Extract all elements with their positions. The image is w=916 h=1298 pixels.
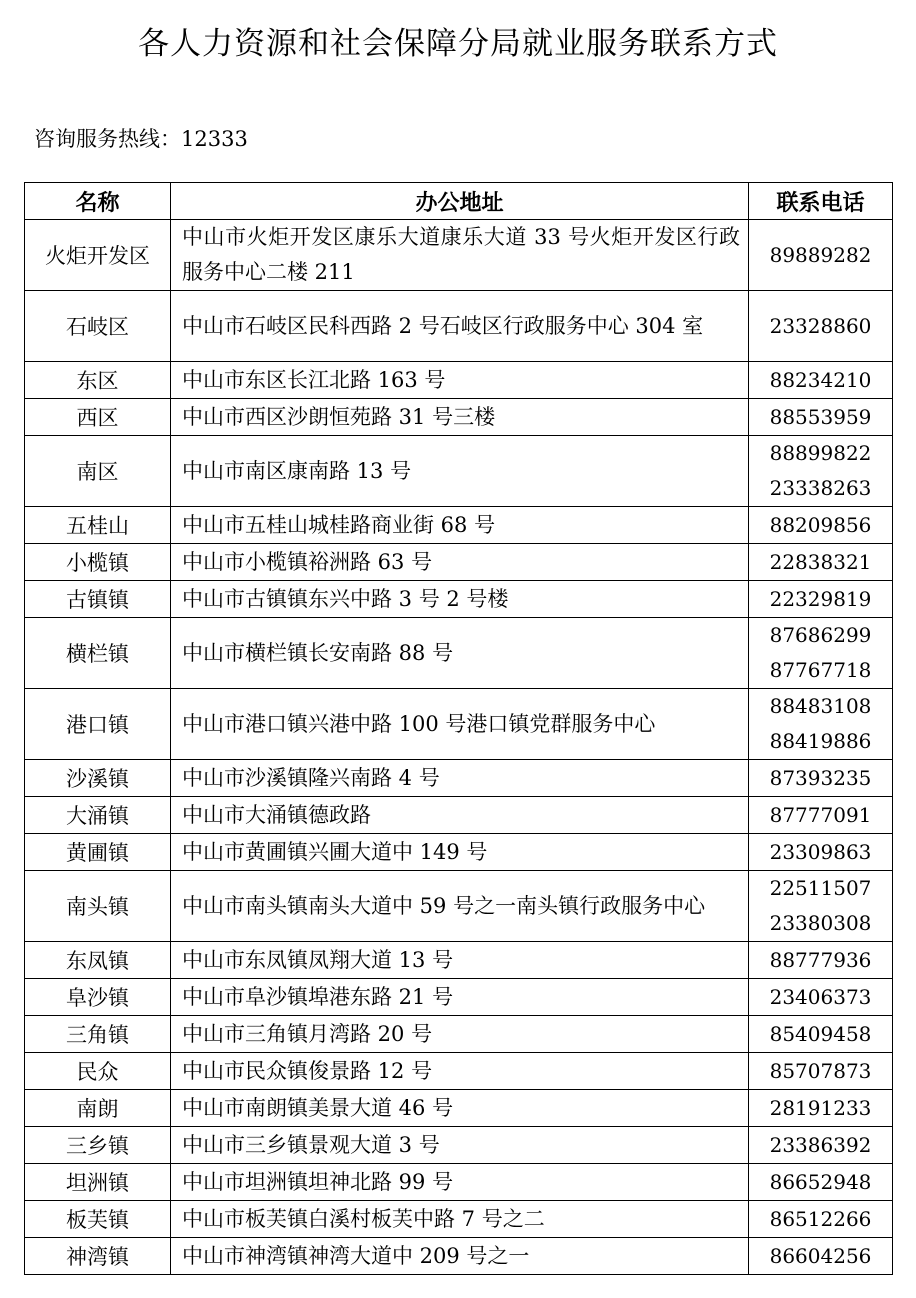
office-address-cell: 中山市板芙镇白溪村板芙中路 7 号之二 xyxy=(171,1201,749,1238)
phone-number: 87767718 xyxy=(769,658,872,682)
table-row xyxy=(25,834,893,871)
phone-number: 88483108 xyxy=(769,694,872,718)
header-address: 办公地址 xyxy=(171,183,749,220)
table-row xyxy=(25,436,893,507)
office-phone-cell xyxy=(749,507,893,544)
office-name-cell: 三角镇 xyxy=(25,1016,171,1053)
table-row xyxy=(25,1016,893,1053)
hotline-text: 咨询服务热线：12333 xyxy=(34,127,248,151)
phone-number: 88209856 xyxy=(769,512,872,537)
office-address-cell: 中山市南朗镇美景大道 46 号 xyxy=(171,1090,749,1127)
office-phone-cell xyxy=(749,1238,893,1275)
office-name-cell: 坦洲镇 xyxy=(25,1164,171,1201)
table-row xyxy=(25,291,893,362)
office-name-cell: 小榄镇 xyxy=(25,544,171,581)
office-phone-cell xyxy=(749,689,893,760)
phone-number: 23328860 xyxy=(769,313,872,338)
phone-number: 23338263 xyxy=(769,476,872,500)
phone-number: 89889282 xyxy=(769,242,872,267)
phone-number: 87777091 xyxy=(769,802,872,827)
office-name-cell: 大涌镇 xyxy=(25,797,171,834)
phone-number: 22511507 xyxy=(769,876,872,900)
phone-number: 86604256 xyxy=(769,1243,872,1268)
phone-number: 88234210 xyxy=(769,367,872,392)
table-row xyxy=(25,1090,893,1127)
office-phone-cell xyxy=(749,1053,893,1090)
office-name-cell: 东区 xyxy=(25,362,171,399)
header-name: 名称 xyxy=(25,183,171,220)
phone-number: 86512266 xyxy=(769,1206,872,1231)
table-row xyxy=(25,760,893,797)
office-name-cell: 板芙镇 xyxy=(25,1201,171,1238)
phone-number: 23380308 xyxy=(769,911,872,935)
phone-number: 22329819 xyxy=(769,586,872,611)
table-row xyxy=(25,1053,893,1090)
office-phone-cell xyxy=(749,760,893,797)
office-phone-cell xyxy=(749,544,893,581)
office-address-cell: 中山市三角镇月湾路 20 号 xyxy=(171,1016,749,1053)
office-name-cell: 港口镇 xyxy=(25,689,171,760)
office-address-cell: 中山市南区康南路 13 号 xyxy=(171,436,749,507)
office-name-cell: 五桂山 xyxy=(25,507,171,544)
office-phone-cell xyxy=(749,979,893,1016)
office-phone-cell xyxy=(749,220,893,291)
table-row xyxy=(25,1201,893,1238)
table-body xyxy=(25,220,893,1275)
table-row xyxy=(25,399,893,436)
office-name-cell: 黄圃镇 xyxy=(25,834,171,871)
office-address-cell: 中山市石岐区民科西路 2 号石岐区行政服务中心 304 室 xyxy=(171,291,749,362)
office-address-cell: 中山市沙溪镇隆兴南路 4 号 xyxy=(171,760,749,797)
office-address-cell: 中山市古镇镇东兴中路 3 号 2 号楼 xyxy=(171,581,749,618)
office-address-cell: 中山市横栏镇长安南路 88 号 xyxy=(171,618,749,689)
office-phone-cell xyxy=(749,1016,893,1053)
phone-number: 88553959 xyxy=(769,404,872,429)
office-phone-cell xyxy=(749,618,893,689)
table-row xyxy=(25,1127,893,1164)
office-address-cell: 中山市三乡镇景观大道 3 号 xyxy=(171,1127,749,1164)
office-phone-cell xyxy=(749,1201,893,1238)
office-address-cell: 中山市南头镇南头大道中 59 号之一南头镇行政服务中心 xyxy=(171,871,749,942)
office-address-cell: 中山市东凤镇凤翔大道 13 号 xyxy=(171,942,749,979)
office-phone-cell xyxy=(749,362,893,399)
office-phone-cell xyxy=(749,1164,893,1201)
office-name-cell: 神湾镇 xyxy=(25,1238,171,1275)
office-address-cell: 中山市东区长江北路 163 号 xyxy=(171,362,749,399)
office-address-cell: 中山市小榄镇裕洲路 63 号 xyxy=(171,544,749,581)
office-name-cell: 古镇镇 xyxy=(25,581,171,618)
phone-number: 87393235 xyxy=(769,765,872,790)
phone-number: 23309863 xyxy=(769,839,872,864)
office-phone-cell xyxy=(749,399,893,436)
phone-number: 87686299 xyxy=(769,623,872,647)
phone-number: 23386392 xyxy=(769,1132,872,1157)
phone-number: 28191233 xyxy=(769,1095,872,1120)
office-phone-cell xyxy=(749,942,893,979)
office-name-cell: 南区 xyxy=(25,436,171,507)
phone-number: 85409458 xyxy=(769,1021,872,1046)
office-address-cell: 中山市阜沙镇埠港东路 21 号 xyxy=(171,979,749,1016)
office-name-cell: 火炬开发区 xyxy=(25,220,171,291)
phone-number: 88899822 xyxy=(769,441,872,465)
office-address-cell: 中山市神湾镇神湾大道中 209 号之一 xyxy=(171,1238,749,1275)
table-row xyxy=(25,689,893,760)
table-row xyxy=(25,1164,893,1201)
phone-number: 88777936 xyxy=(769,947,872,972)
table-row xyxy=(25,507,893,544)
office-name-cell: 东凤镇 xyxy=(25,942,171,979)
phone-number: 88419886 xyxy=(769,729,872,753)
office-address-cell: 中山市坦洲镇坦神北路 99 号 xyxy=(171,1164,749,1201)
office-name-cell: 三乡镇 xyxy=(25,1127,171,1164)
header-phone: 联系电话 xyxy=(749,183,893,220)
office-address-cell: 中山市五桂山城桂路商业街 68 号 xyxy=(171,507,749,544)
phone-number: 22838321 xyxy=(769,549,872,574)
office-phone-cell xyxy=(749,581,893,618)
office-name-cell: 石岐区 xyxy=(25,291,171,362)
table-row xyxy=(25,797,893,834)
office-phone-cell xyxy=(749,834,893,871)
office-phone-cell xyxy=(749,1090,893,1127)
table-row xyxy=(25,544,893,581)
table-row xyxy=(25,942,893,979)
table-row xyxy=(25,220,893,291)
phone-number: 86652948 xyxy=(769,1169,872,1194)
table-row xyxy=(25,1238,893,1275)
office-address-cell: 中山市火炬开发区康乐大道康乐大道 33 号火炬开发区行政服务中心二楼 211 xyxy=(171,220,749,291)
office-name-cell: 沙溪镇 xyxy=(25,760,171,797)
office-address-cell: 中山市黄圃镇兴圃大道中 149 号 xyxy=(171,834,749,871)
office-name-cell: 横栏镇 xyxy=(25,618,171,689)
office-phone-cell xyxy=(749,1127,893,1164)
contact-table xyxy=(24,182,893,1275)
office-address-cell: 中山市大涌镇德政路 xyxy=(171,797,749,834)
table-row xyxy=(25,362,893,399)
office-name-cell: 西区 xyxy=(25,399,171,436)
office-address-cell: 中山市民众镇俊景路 12 号 xyxy=(171,1053,749,1090)
office-name-cell: 南头镇 xyxy=(25,871,171,942)
office-name-cell: 南朗 xyxy=(25,1090,171,1127)
office-phone-cell xyxy=(749,871,893,942)
table-row xyxy=(25,618,893,689)
office-address-cell: 中山市港口镇兴港中路 100 号港口镇党群服务中心 xyxy=(171,689,749,760)
table-header-row xyxy=(25,183,893,220)
office-phone-cell xyxy=(749,797,893,834)
office-phone-cell xyxy=(749,291,893,362)
table-row xyxy=(25,581,893,618)
page-title: 各人力资源和社会保障分局就业服务联系方式 xyxy=(138,26,778,62)
office-address-cell: 中山市西区沙朗恒苑路 31 号三楼 xyxy=(171,399,749,436)
office-phone-cell xyxy=(749,436,893,507)
table-row xyxy=(25,871,893,942)
phone-number: 23406373 xyxy=(769,984,872,1009)
phone-number: 85707873 xyxy=(769,1058,872,1083)
office-name-cell: 阜沙镇 xyxy=(25,979,171,1016)
table-row xyxy=(25,979,893,1016)
office-name-cell: 民众 xyxy=(25,1053,171,1090)
